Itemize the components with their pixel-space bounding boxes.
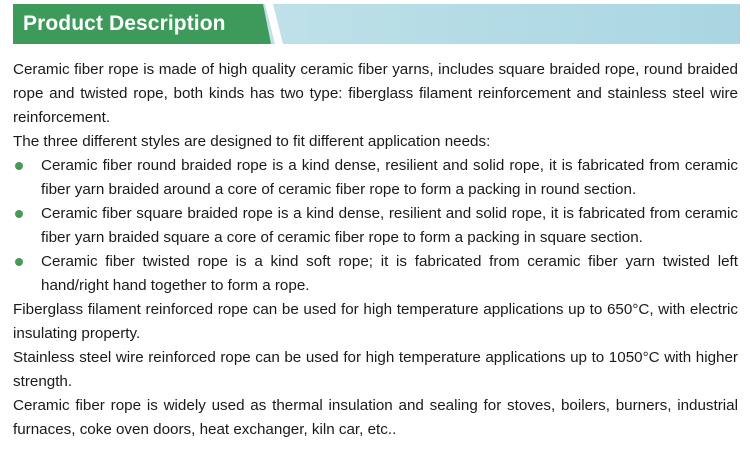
list-item (13, 202, 738, 250)
list-item-text: Ceramic fiber round braided rope is a kind dense, resilient and solid rope, it is fabricated from ceramic fiber yarn braided around a core of ceramic fiber rope to form a packing in round section. (41, 157, 738, 198)
styles-intro: The three different styles are designed to fit different application needs: (13, 133, 491, 150)
green-dot-icon (15, 210, 23, 218)
list-item-text: Ceramic fiber square braided rope is a kind dense, resilient and solid rope, it is fabricated from ceramic fiber yarn braided square a core of ceramic fiber rope to form a packing in square section. (41, 205, 738, 246)
green-dot-icon (15, 162, 23, 170)
fiberglass-note: Fiberglass filament reinforced rope can be used for high temperature applications up to 650°C, with electric insulating property. (13, 301, 738, 342)
product-description-body (13, 58, 738, 442)
section-title: Product Description (23, 12, 226, 35)
list-item (13, 250, 738, 298)
section-header (13, 4, 740, 44)
green-dot-icon (15, 258, 23, 266)
intro-paragraph: Ceramic fiber rope is made of high quality ceramic fiber yarns, includes square braided rope, round braided rope and twisted rope, both kinds has two type: fiberglass filament reinforcement and stainless steel wire reinforcement. (13, 61, 738, 126)
usage-note: Ceramic fiber rope is widely used as thermal insulation and sealing for stoves, boilers, burners, industrial furnaces, coke oven doors, heat exchanger, kiln car, etc.. (13, 397, 738, 438)
styles-list (13, 154, 738, 298)
list-item (13, 154, 738, 202)
list-item-text: Ceramic fiber twisted rope is a kind soft rope; it is fabricated from ceramic fiber yarn twisted left hand/right hand together to form a rope. (41, 253, 738, 294)
steel-wire-note: Stainless steel wire reinforced rope can be used for high temperature applications up to 1050°C with higher strength. (13, 349, 738, 390)
